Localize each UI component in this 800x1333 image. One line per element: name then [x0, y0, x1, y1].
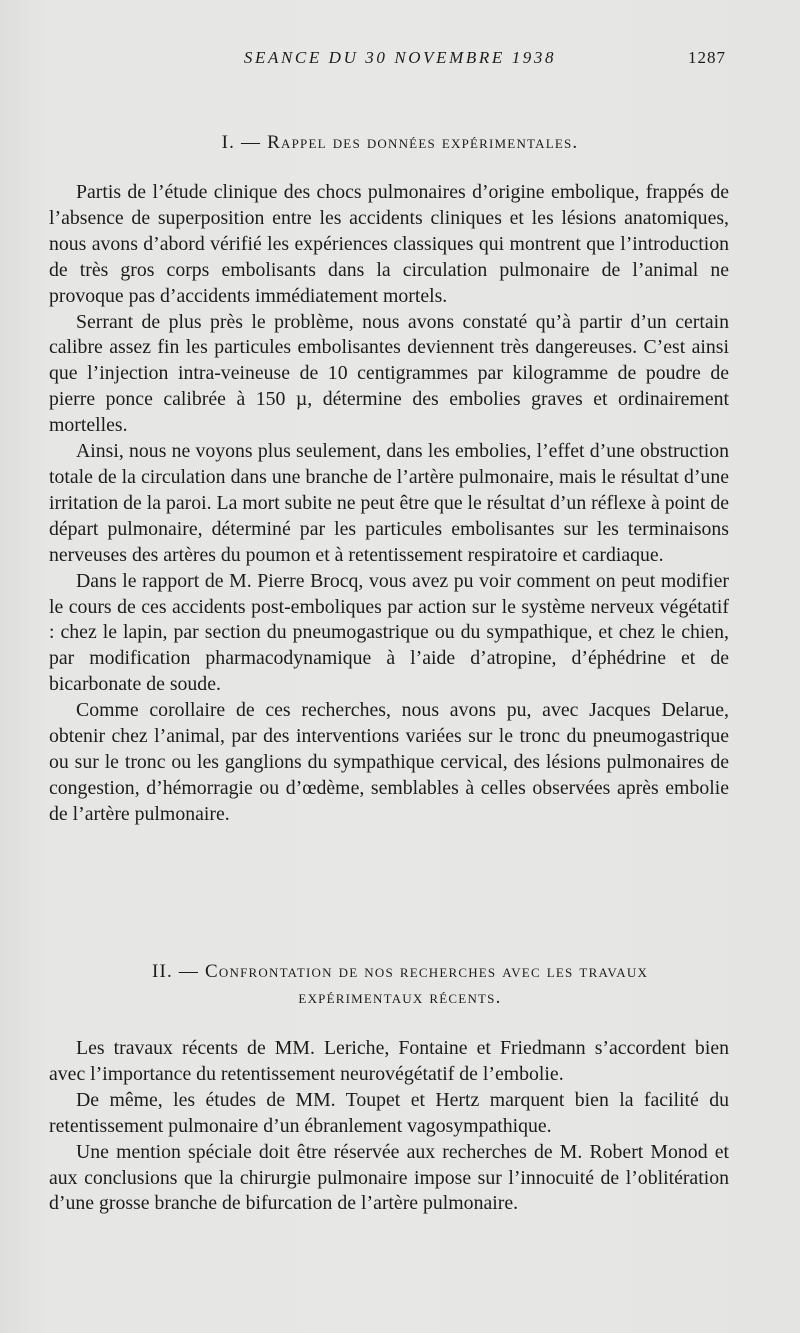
page-number: 1287: [688, 48, 726, 67]
section-2-body: [49, 1036, 729, 1217]
running-title: SEANCE DU 30 NOVEMBRE 1938: [243, 48, 557, 67]
section-heading-1: [0, 130, 800, 156]
paragraph: Les travaux récents de MM. Leriche, Fontaine et Friedmann s’accordent bien avec l’importance du retentissement neurovégétatif de l’embolie.: [49, 1037, 729, 1085]
running-head: [0, 48, 800, 74]
section-heading-2: [0, 959, 800, 1011]
section-heading-1-text: I. — Rappel des données expérimentales.: [221, 132, 579, 153]
paragraph: Comme corollaire de ces recherches, nous avons pu, avec Jacques Delarue, obtenir chez l’animal, par des interventions variées sur le tronc du pneumogastrique ou sur le tronc ou les ganglions du sympathique cervical, des lésions pulmonaires de congestion, d’hémorragie ou d’œdème, semblables à celles observées après embolie de l’artère pulmonaire.: [49, 699, 729, 825]
section-heading-2-line-2: expérimentaux récents.: [298, 987, 502, 1008]
paragraph: Une mention spéciale doit être réservée aux recherches de M. Robert Monod et aux conclusions que la chirurgie pulmonaire impose sur l’innocuité de l’oblitération d’une grosse branche de bifurcation de l’artère pulmonaire.: [49, 1140, 729, 1215]
section-1-body: [49, 180, 729, 828]
paragraph: Dans le rapport de M. Pierre Brocq, vous avez pu voir comment on peut modifier le cours de ces accidents post-emboliques par action sur le système nerveux végétatif : chez le lapin, par section du pneumogastrique ou du sympathique, et chez le chien, par modification pharmacodynamique à l’aide d’atropine, d’éphédrine et de bicarbonate de soude.: [49, 569, 729, 696]
paragraph: Serrant de plus près le problème, nous avons constaté qu’à partir d’un certain calibre assez fin les particules embolisantes deviennent très dangereuses. C’est ainsi que l’injection intra-veineuse de 10 centigrammes par kilogramme de poudre de pierre ponce calibrée à 150 µ, détermine des embolies graves et ordinairement mortelles.: [49, 310, 729, 437]
paragraph: Partis de l’étude clinique des chocs pulmonaires d’origine embolique, frappés de l’absence de superposition entre les accidents cliniques et les lésions anatomiques, nous avons d’abord vérifié les expériences classiques qui montrent que l’introduction de très gros corps embolisants dans la circulation pulmonaire de l’animal ne provoque pas d’accidents immédiatement mortels.: [49, 181, 729, 307]
paragraph: Ainsi, nous ne voyons plus seulement, dans les embolies, l’effet d’une obstruction totale de la circulation dans une branche de l’artère pulmonaire, mais le résultat d’une irritation de la paroi. La mort subite ne peut être que le résultat d’un réflexe à point de départ pulmonaire, déterminé par les particules embolisantes sur les terminaisons nerveuses des artères du poumon et à retentissement respiratoire et cardiaque.: [49, 440, 729, 566]
paragraph: De même, les études de MM. Toupet et Hertz marquent bien la facilité du retentissement pulmonaire d’un ébranlement vagosympathique.: [49, 1088, 729, 1137]
section-heading-2-line-1: II. — Confrontation de nos recherches avec les travaux: [151, 961, 649, 982]
